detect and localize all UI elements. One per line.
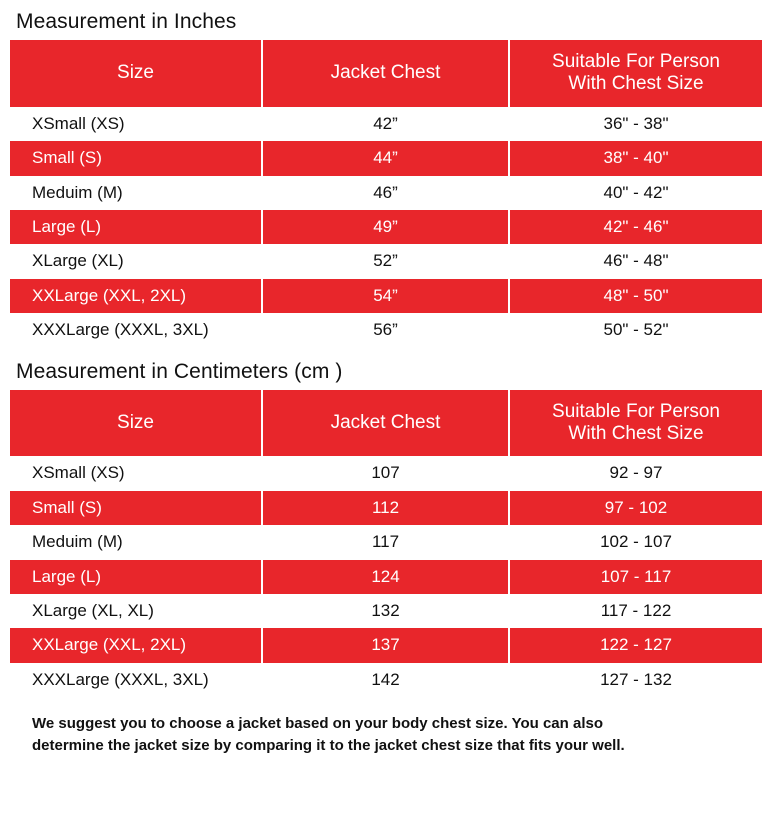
- cell-size: Small (S): [10, 491, 262, 525]
- header-row: [10, 40, 762, 107]
- header-cell-line2: With Chest Size: [568, 422, 704, 444]
- table-header-centimeters: [10, 390, 762, 457]
- header-cell-size: Size: [10, 40, 262, 107]
- header-cell-suitable-chest-size: [509, 390, 762, 457]
- cell-jacket-chest: 42”: [262, 107, 509, 141]
- cell-jacket-chest: 52”: [262, 244, 509, 278]
- table-row: [10, 525, 762, 559]
- cell-jacket-chest: 107: [262, 456, 509, 490]
- footnote-line-2: determine the jacket size by comparing it to the jacket chest size that fits your well.: [32, 736, 625, 754]
- size-table-inches: [10, 40, 762, 348]
- table-row: [10, 456, 762, 490]
- cell-size: Meduim (M): [10, 176, 262, 210]
- cell-size: XXXLarge (XXXL, 3XL): [10, 663, 262, 697]
- table-row: [10, 107, 762, 141]
- cell-person-chest: 122 - 127: [509, 628, 762, 662]
- footnote: [32, 713, 746, 757]
- cell-person-chest: 48" - 50": [509, 279, 762, 313]
- header-cell-suitable-chest-size: [509, 40, 762, 107]
- cell-jacket-chest: 132: [262, 594, 509, 628]
- table-row: [10, 244, 762, 278]
- cell-jacket-chest: 49”: [262, 210, 509, 244]
- section-title-centimeters: Measurement in Centimeters (cm ): [16, 359, 343, 383]
- table-body-centimeters: [10, 456, 762, 697]
- cell-person-chest: 36" - 38": [509, 107, 762, 141]
- cell-person-chest: 117 - 122: [509, 594, 762, 628]
- cell-person-chest: 46" - 48": [509, 244, 762, 278]
- cell-size: XLarge (XL, XL): [10, 594, 262, 628]
- header-cell-line2: With Chest Size: [568, 73, 704, 95]
- cell-size: Large (L): [10, 560, 262, 594]
- cell-size: Meduim (M): [10, 525, 262, 559]
- cell-jacket-chest: 44”: [262, 141, 509, 175]
- cell-size: Small (S): [10, 141, 262, 175]
- table-row: [10, 663, 762, 697]
- cell-jacket-chest: 117: [262, 525, 509, 559]
- table-row: [10, 279, 762, 313]
- cell-jacket-chest: 56”: [262, 313, 509, 347]
- table-body-inches: [10, 107, 762, 348]
- header-cell-jacket-chest: Jacket Chest: [262, 390, 509, 457]
- footnote-line-1: We suggest you to choose a jacket based on your body chest size. You can also: [32, 715, 603, 733]
- header-cell-line1: Suitable For Person: [552, 400, 720, 422]
- cell-person-chest: 40" - 42": [509, 176, 762, 210]
- cell-jacket-chest: 112: [262, 491, 509, 525]
- cell-jacket-chest: 137: [262, 628, 509, 662]
- table-row: [10, 560, 762, 594]
- section-spacer: [8, 348, 760, 360]
- table-header-inches: [10, 40, 762, 107]
- cell-person-chest: 127 - 132: [509, 663, 762, 697]
- cell-jacket-chest: 46”: [262, 176, 509, 210]
- cell-size: XSmall (XS): [10, 107, 262, 141]
- cell-person-chest: 38" - 40": [509, 141, 762, 175]
- cell-person-chest: 92 - 97: [509, 456, 762, 490]
- header-cell-jacket-chest: Jacket Chest: [262, 40, 509, 107]
- cell-person-chest: 102 - 107: [509, 525, 762, 559]
- cell-person-chest: 97 - 102: [509, 491, 762, 525]
- size-table-centimeters: [10, 390, 762, 698]
- cell-jacket-chest: 124: [262, 560, 509, 594]
- cell-size: XXLarge (XXL, 2XL): [10, 279, 262, 313]
- table-row: [10, 628, 762, 662]
- cell-person-chest: 42" - 46": [509, 210, 762, 244]
- cell-person-chest: 50" - 52": [509, 313, 762, 347]
- section-title-inches: Measurement in Inches: [16, 10, 237, 33]
- table-row: [10, 491, 762, 525]
- cell-size: XXXLarge (XXXL, 3XL): [10, 313, 262, 347]
- cell-jacket-chest: 54”: [262, 279, 509, 313]
- table-row: [10, 313, 762, 347]
- cell-jacket-chest: 142: [262, 663, 509, 697]
- table-row: [10, 594, 762, 628]
- table-row: [10, 210, 762, 244]
- cell-size: XXLarge (XXL, 2XL): [10, 628, 262, 662]
- cell-size: XSmall (XS): [10, 456, 262, 490]
- header-row: [10, 390, 762, 457]
- cell-person-chest: 107 - 117: [509, 560, 762, 594]
- header-cell-line1: Suitable For Person: [552, 51, 720, 72]
- table-row: [10, 141, 762, 175]
- table-row: [10, 176, 762, 210]
- cell-size: Large (L): [10, 210, 262, 244]
- header-cell-size: Size: [10, 390, 262, 457]
- cell-size: XLarge (XL): [10, 244, 262, 278]
